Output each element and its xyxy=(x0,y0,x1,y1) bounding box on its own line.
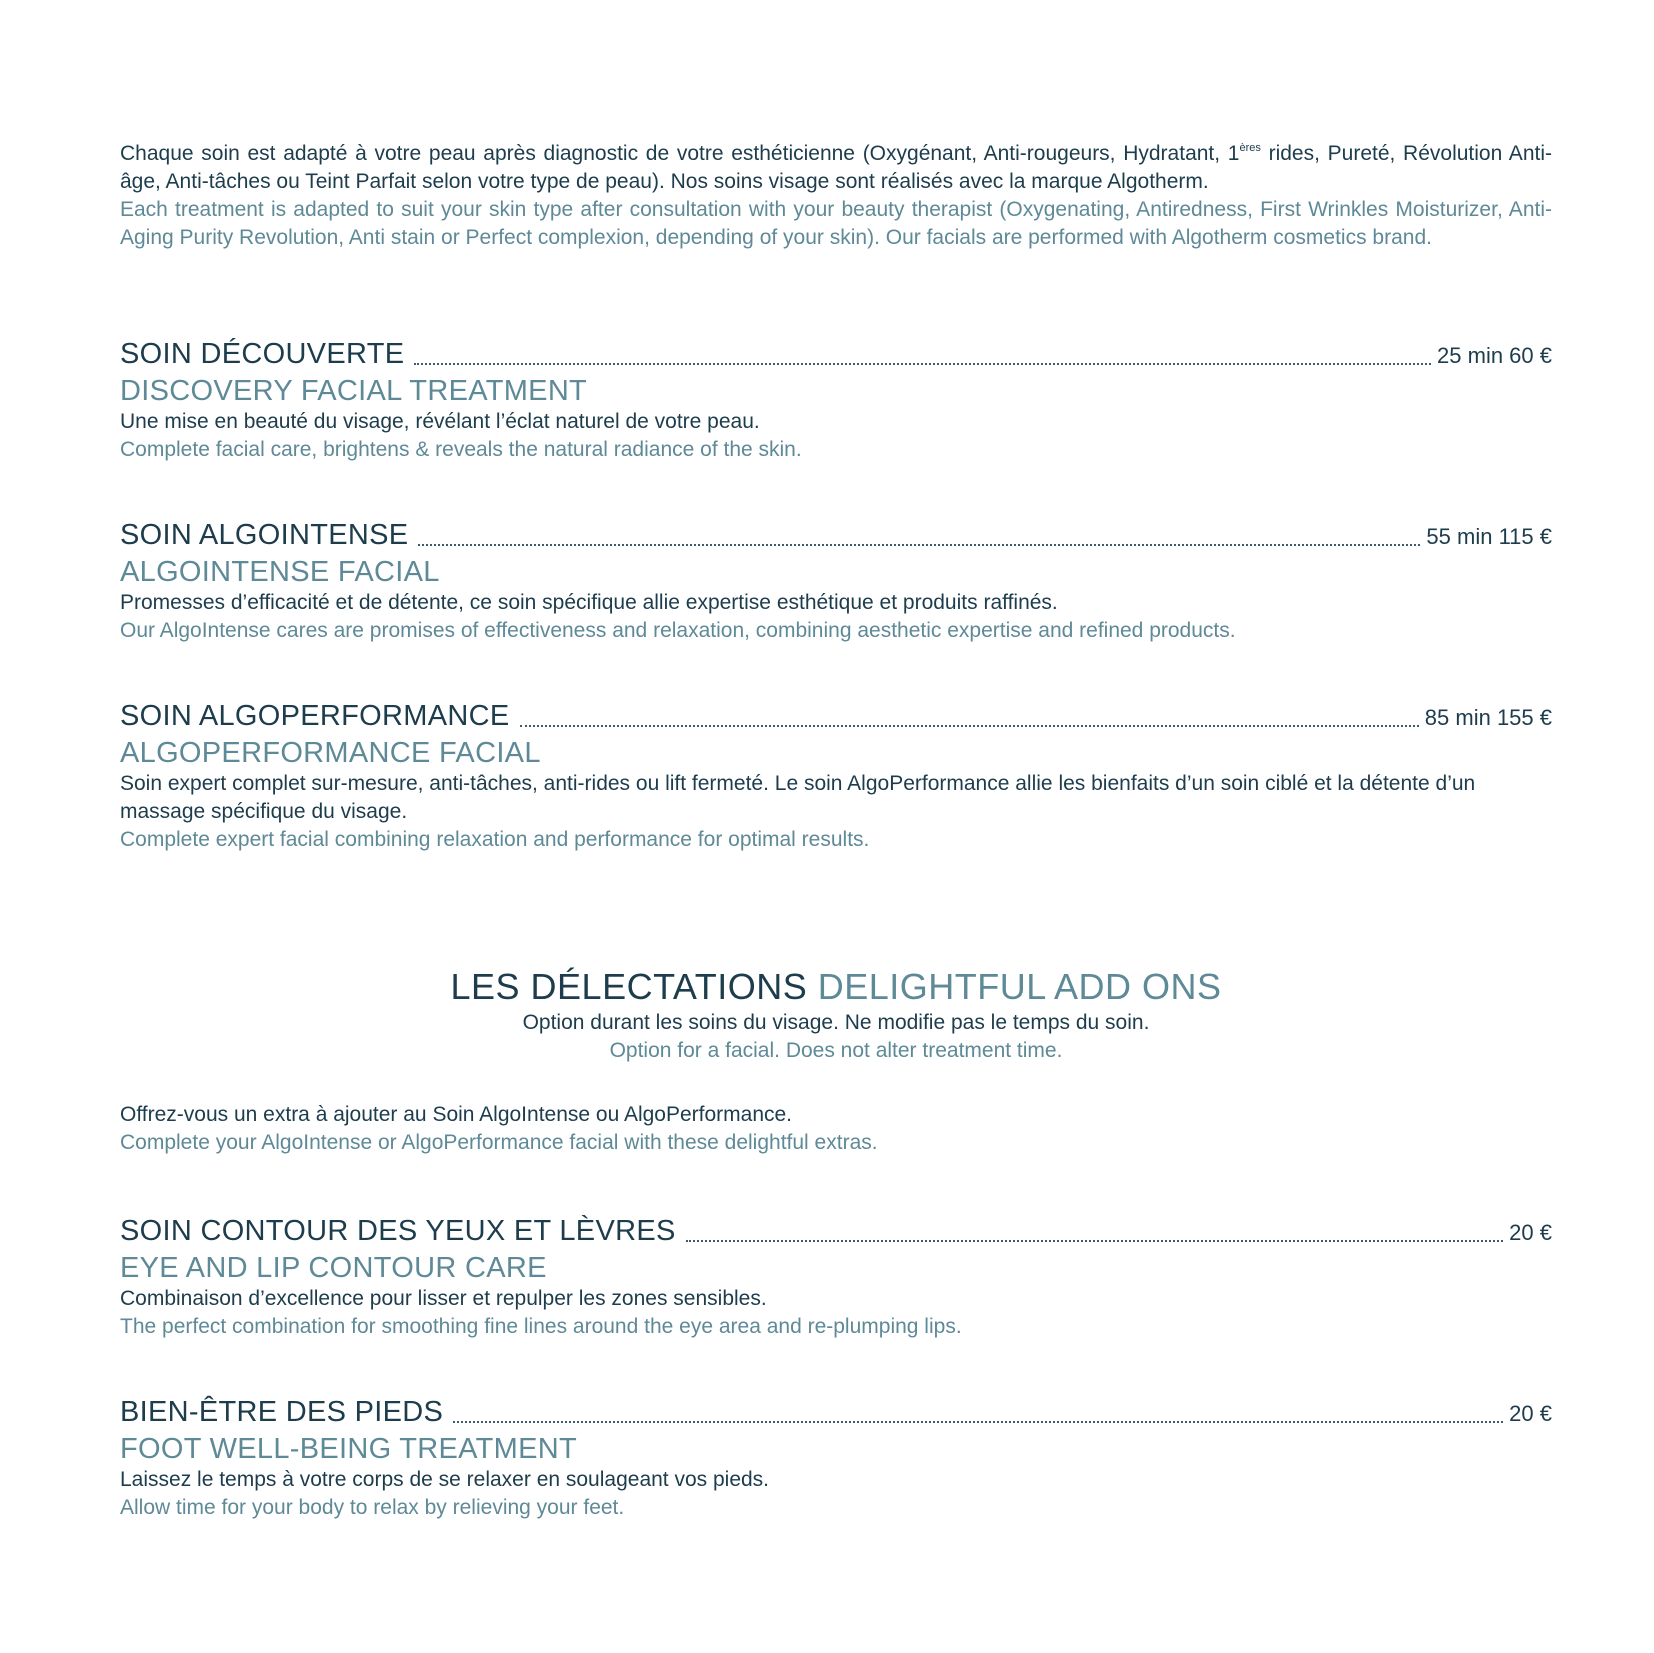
treatment-description-fr: Une mise en beauté du visage, révélant l’éclat naturel de votre peau. xyxy=(120,410,760,433)
addon-title-fr: SOIN CONTOUR DES YEUX ET LÈVRES xyxy=(120,1215,676,1247)
dotted-leader xyxy=(453,1421,1503,1423)
treatment-title-en: ALGOPERFORMANCE FACIAL xyxy=(120,737,541,769)
addon-title-row xyxy=(120,1215,1552,1251)
spa-menu-page xyxy=(120,140,1552,1519)
treatment-title-en: ALGOINTENSE FACIAL xyxy=(120,556,440,588)
addons-section-header xyxy=(120,965,1552,1065)
treatment-title-row xyxy=(120,338,1552,374)
treatment-item-algointense xyxy=(120,519,1552,645)
offer-text-fr: Offrez-vous un extra à ajouter au Soin AlgoIntense ou AlgoPerformance. xyxy=(120,1103,793,1126)
intro-fr-part1: Chaque soin est adapté à votre peau après diagnostic de votre esthéticienne (Oxygénant, Anti-rougeurs, Hydratant, 1 xyxy=(120,142,1240,165)
addon-price: 20 € xyxy=(1509,1220,1552,1245)
treatment-price: 25 min 60 € xyxy=(1437,343,1552,368)
offer-text-en: Complete your AlgoIntense or AlgoPerformance facial with these delightful extras. xyxy=(120,1131,878,1154)
addon-description-en: The perfect combination for smoothing fine lines around the eye area and re-plumping lips. xyxy=(120,1315,962,1338)
section-title-fr: LES DÉLECTATIONS xyxy=(450,966,808,1007)
section-subtitle-fr: Option durant les soins du visage. Ne modifie pas le temps du soin. xyxy=(522,1011,1150,1034)
treatment-description-en: Complete facial care, brightens & reveals the natural radiance of the skin. xyxy=(120,438,802,461)
addon-item-eye-lip xyxy=(120,1215,1552,1341)
treatment-item-algoperformance xyxy=(120,700,1552,854)
addon-description-fr: Combinaison d’excellence pour lisser et repulper les zones sensibles. xyxy=(120,1287,767,1310)
addon-description-fr: Laissez le temps à votre corps de se relaxer en soulageant vos pieds. xyxy=(120,1468,770,1491)
treatment-description-en: Complete expert facial combining relaxation and performance for optimal results. xyxy=(120,828,870,851)
intro-text-fr xyxy=(120,140,1552,196)
addon-title-en: FOOT WELL-BEING TREATMENT xyxy=(120,1433,578,1465)
treatment-price: 85 min 155 € xyxy=(1424,705,1552,730)
treatment-item-decouverte xyxy=(120,338,1552,464)
treatment-description-fr: Promesses d’efficacité et de détente, ce soin spécifique allie expertise esthétique et produits raffinés. xyxy=(120,591,1058,614)
treatment-title-row xyxy=(120,519,1552,555)
treatment-title-fr: SOIN DÉCOUVERTE xyxy=(120,338,405,370)
addon-description-en: Allow time for your body to relax by relieving your feet. xyxy=(120,1496,625,1519)
addons-offer-text xyxy=(120,1101,1552,1157)
treatment-title-row xyxy=(120,700,1552,736)
treatment-title-en: DISCOVERY FACIAL TREATMENT xyxy=(120,375,588,407)
section-title-en: DELIGHTFUL ADD ONS xyxy=(817,966,1222,1007)
intro-text-en: Each treatment is adapted to suit your skin type after consultation with your beauty therapist (Oxygenating, Antiredness, First Wrinkles Moisturizer, Anti-Aging Purity Revolution, Anti stain or Perfect complexion, depending of your skin). Our facials are performed with Algotherm cosmetics brand. xyxy=(120,198,1552,249)
treatment-title-fr: SOIN ALGOPERFORMANCE xyxy=(120,700,510,732)
dotted-leader xyxy=(520,725,1419,727)
treatment-title-fr: SOIN ALGOINTENSE xyxy=(120,519,409,551)
dotted-leader xyxy=(418,544,1420,546)
treatment-price: 55 min 115 € xyxy=(1426,524,1552,549)
section-title xyxy=(120,965,1552,1009)
addon-title-fr: BIEN-ÊTRE DES PIEDS xyxy=(120,1396,444,1428)
addon-item-feet xyxy=(120,1396,1552,1522)
treatment-description-fr: Soin expert complet sur-mesure, anti-tâches, anti-rides ou lift fermeté. Le soin AlgoPerformance allie les bienfaits d’un soin ciblé et la détente d’un massage spécifique du visage. xyxy=(120,772,1476,823)
intro-block xyxy=(120,140,1552,252)
dotted-leader xyxy=(414,363,1431,365)
intro-fr-part2: rides, Pureté, Révolution Anti-âge, Anti-tâches ou Teint Parfait selon votre type de peau). Nos soins visage sont réalisés avec la marque Algotherm. xyxy=(120,142,1552,193)
intro-fr-superscript: ères xyxy=(1239,142,1261,154)
addon-title-en: EYE AND LIP CONTOUR CARE xyxy=(120,1252,547,1284)
dotted-leader xyxy=(686,1240,1504,1242)
treatment-description-en: Our AlgoIntense cares are promises of effectiveness and relaxation, combining aesthetic expertise and refined products. xyxy=(120,619,1236,642)
addon-title-row xyxy=(120,1396,1552,1432)
section-subtitle-en: Option for a facial. Does not alter treatment time. xyxy=(609,1039,1063,1062)
addon-price: 20 € xyxy=(1509,1401,1552,1426)
